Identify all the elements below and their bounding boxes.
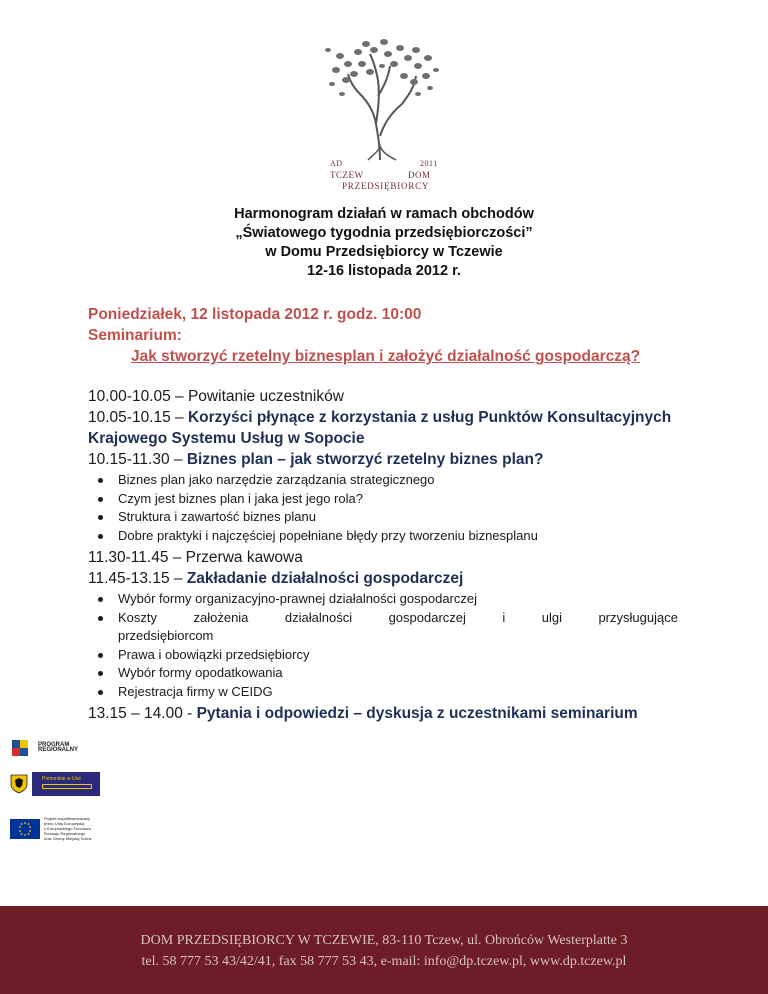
- program-item-welcome: [88, 386, 678, 407]
- list-item: [88, 609, 678, 646]
- bullet-icon: [98, 515, 103, 520]
- program-item-coffee-break: [88, 547, 678, 568]
- program-label: PROGRAM: [38, 742, 70, 748]
- heading-line-4: 12-16 listopada 2012 r.: [307, 263, 461, 279]
- logo-tczew: TCZEW: [330, 170, 364, 180]
- word: Koszty: [118, 609, 158, 625]
- bullet-icon: [98, 534, 103, 539]
- list-item-text: Prawa i obowiązki przedsiębiorcy: [118, 646, 310, 662]
- bullet-icon: [98, 597, 103, 602]
- list-item-text: Rejestracja firmy w CEIDG: [118, 683, 273, 699]
- bullet-icon: [98, 671, 103, 676]
- word: przysługujące: [598, 609, 678, 625]
- program-item-title: Korzyści płynące z korzystania z usług Punktów Konsultacyjnych: [187, 409, 672, 426]
- list-item: [88, 490, 678, 509]
- program-item-title: Biznes plan – jak stworzyć rzetelny biznes plan?: [186, 451, 544, 468]
- list-item: [88, 646, 678, 665]
- pomorskie-subbanner: [42, 784, 92, 789]
- eu-logo: [10, 816, 92, 841]
- list-item: [88, 683, 678, 702]
- sponsor-logos: [10, 738, 120, 848]
- seminar-title: Jak stworzyć rzetelny biznesplan i założyć działalność gospodarczą?: [131, 348, 641, 365]
- business-plan-topics: [88, 471, 678, 545]
- heading-line-1: Harmonogram działań w ramach obchodów: [234, 206, 534, 222]
- program-regionalny-logo: [10, 738, 78, 758]
- list-item-text-cont: przedsiębiorcom: [118, 628, 214, 643]
- eu-text-line: Projekt współfinansowany: [44, 816, 91, 821]
- list-item: [88, 471, 678, 490]
- bullet-icon: [98, 478, 103, 483]
- logo-ad: AD: [330, 159, 343, 168]
- list-item: [88, 664, 678, 683]
- program-item-title: Zakładanie działalności gospodarczej: [186, 570, 464, 587]
- program-item-benefits: [88, 407, 678, 428]
- list-item-text: Czym jest biznes plan i jaka jest jego rola?: [118, 490, 363, 506]
- seminar-label: Seminarium:: [88, 327, 182, 344]
- tree-icon: [318, 36, 448, 161]
- bullet-icon: [98, 653, 103, 658]
- word: działalności: [284, 609, 353, 625]
- program-item-business-plan: [88, 449, 678, 470]
- eu-text: [44, 816, 92, 841]
- pomorskie-logo: [10, 772, 100, 796]
- program-item-time: 11.30-11.45 – Przerwa kawowa: [88, 549, 303, 566]
- program-item-title: Pytania i odpowiedzi – dyskusja z uczestnikami seminarium: [196, 705, 638, 722]
- word: założenia: [193, 609, 249, 625]
- program-item-time: 11.45-13.15 –: [88, 570, 187, 587]
- eu-text-line: Rozwoju Regionalnego: [44, 831, 86, 836]
- bullet-icon: [98, 616, 103, 621]
- logo-przedsiebiorcy: PRZEDSIĘBIORCY: [342, 181, 430, 191]
- document-heading: [0, 205, 768, 281]
- word: gospodarczej: [388, 609, 466, 625]
- footer-contact: tel. 58 777 53 43/42/41, fax 58 777 53 43, e-mail: info@dp.tczew.pl, www.dp.tczew.pl: [141, 954, 627, 969]
- word: ulgi: [541, 609, 562, 625]
- eu-text-line: oraz Gminę Miejską Tczew: [44, 836, 92, 841]
- pomorskie-banner: [32, 772, 100, 796]
- pomorskie-crest-icon: [10, 774, 28, 794]
- logo-dom: DOM: [408, 170, 431, 180]
- regionalny-label: REGIONALNY: [38, 747, 79, 753]
- eu-flag-icon: [10, 819, 40, 839]
- list-item-text: Wybór formy opodatkowania: [118, 665, 283, 680]
- list-item: [88, 508, 678, 527]
- heading-line-3: w Domu Przedsiębiorcy w Tczewie: [265, 244, 503, 260]
- list-item-justified: [118, 609, 678, 628]
- word: i: [502, 609, 506, 625]
- program-item-benefits-cont: [88, 428, 678, 449]
- list-item: [88, 590, 678, 609]
- list-item: [88, 527, 678, 546]
- program-schedule: [88, 386, 678, 724]
- eu-text-line: z Europejskiego Funduszu: [44, 826, 92, 831]
- logo-year: 2011: [420, 159, 438, 168]
- day-date-line: Poniedziałek, 12 listopada 2012 r. godz. 10:00: [88, 306, 422, 323]
- list-item-text: Biznes plan jako narzędzie zarządzania strategicznego: [118, 472, 435, 487]
- program-item-time: 10.15-11.30 –: [88, 451, 187, 468]
- bullet-icon: [98, 497, 103, 502]
- program-regionalny-icon: [10, 738, 34, 758]
- program-item-time: 10.00-10.05 – Powitanie uczestników: [88, 388, 344, 405]
- page-footer: [0, 906, 768, 994]
- program-item-time: 10.05-10.15 –: [88, 409, 188, 426]
- footer-address: DOM PRZEDSIĘBIORCY W TCZEWIE, 83-110 Tczew, ul. Obrońców Westerplatte 3: [140, 933, 628, 948]
- program-item-title-cont: Krajowego Systemu Usług w Sopocie: [88, 430, 365, 447]
- heading-line-2: „Światowego tygodnia przedsiębiorczości”: [235, 225, 533, 241]
- list-item-text: Dobre praktyki i najczęściej popełniane błędy przy tworzeniu biznesplanu: [118, 527, 538, 543]
- dom-przedsiebiorcy-logo: [318, 36, 448, 196]
- business-setup-topics: [88, 590, 678, 701]
- list-item-text: Wybór formy organizacyjno-prawnej działalności gospodarczej: [118, 591, 477, 606]
- program-item-qa: [88, 703, 678, 724]
- bullet-icon: [98, 690, 103, 695]
- program-item-time: 13.15 – 14.00 -: [88, 705, 197, 722]
- list-item-text: Struktura i zawartość biznes planu: [118, 509, 316, 524]
- program-item-business-setup: [88, 568, 678, 589]
- eu-text-line: przez Unię Europejską: [44, 821, 85, 826]
- pomorskie-label: Pomorskie w Unii: [42, 776, 81, 782]
